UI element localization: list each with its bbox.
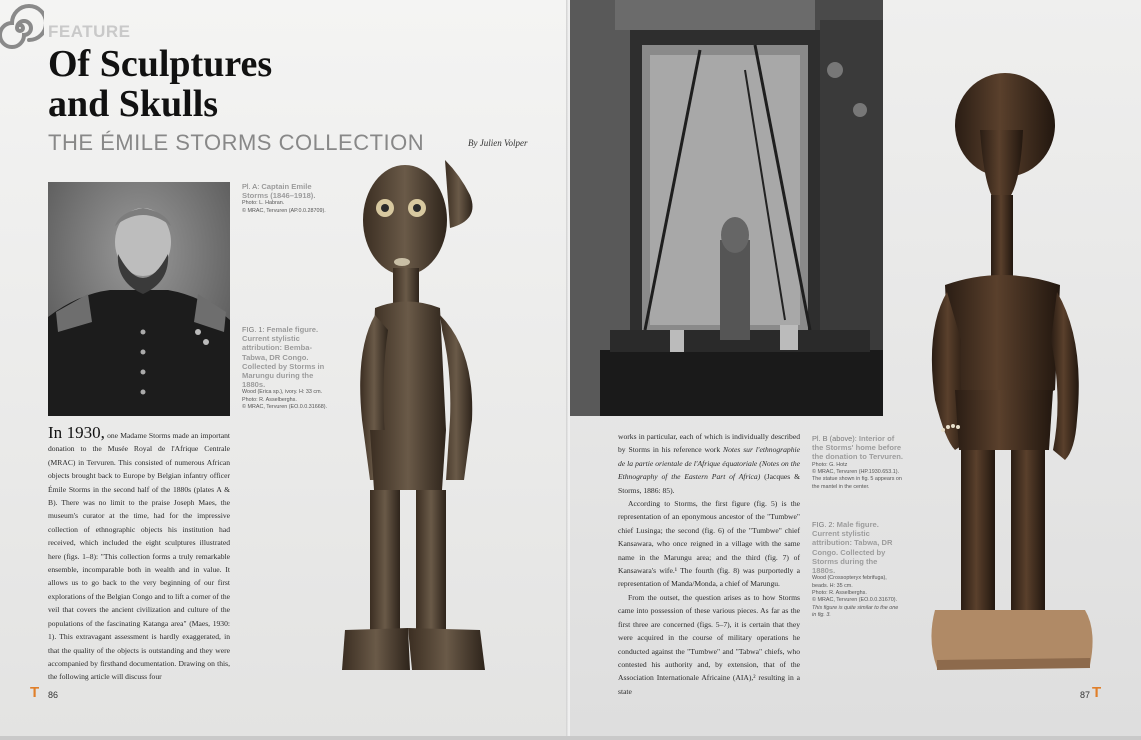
spiral-logo-icon — [0, 2, 44, 52]
body-paragraph: From the outset, the question arises as to how Storms came into possession of these various pieces. As far as the first three are concerned (figs. 5–7), it is certain that they were acquired in the course of military operations he conducted against the "Tumbwe" and "Tabwa" chiefs, who contested his authority and, by extension, that of the Association Internationale Africaine (AIA),² resulting in a state — [618, 592, 800, 696]
tribal-t-mark-icon: T — [30, 684, 40, 701]
caption-credit: Photo: G. Hotz — [812, 461, 848, 468]
article-body-left — [48, 423, 230, 684]
caption-copyright: © MRAC, Tervuren (AP.0.0.28709). — [242, 207, 326, 214]
body-text: (Jacques & Storms, 1886: 85). — [618, 472, 800, 495]
title-line-2: and Skulls — [48, 83, 219, 125]
caption-credit: Photo: R. Asselberghs. — [242, 396, 297, 403]
caption-title: Captain Emile Storms (1846–1918). — [242, 182, 316, 201]
male-figure-sculpture — [925, 70, 1100, 675]
article-subtitle: THE ÉMILE STORMS COLLECTION — [48, 130, 425, 155]
caption-note: The statue shown in fig. 5 appears on the mantel in the center. — [812, 476, 902, 490]
title-line-1: Of Sculptures — [48, 43, 273, 85]
right-page — [570, 0, 1141, 736]
fig1-caption — [242, 325, 330, 412]
body-paragraph: one Madame Storms made an important donation to the Musée Royal de l'Afrique Centrale (MRAC) in Tervuren. This consisted of numerous African objects brought back to Europe by Belgian infantry officer Émile Storms in the second half of the 1880s (plates A & B). There was no limit to the praise Joseph Maes, the museum's curator at the time, had for the impressive collection of ethnographic objects his institution had received, which included the eight sculptures illustrated here (figs. 1–8): "This collection forms a truly remarkable ensemble, incomparable both in wealth and in value. It allows us to go back to the very beginning of our first explorations of the Belgian Congo and to lift a corner of the veil that covers the ancient civilization and culture of the populations of the fascinating Katanga area" (Maes, 1930: 1). This extravagant assessment is hardly exaggerated, in that the quality of the objects is outstanding and they were accompanied by firsthand documentation. Drawing on this, the following article will discuss four — [48, 431, 230, 682]
caption-label: FIG. 2: — [812, 520, 835, 529]
caption-credit: Photo: L. Habran. — [242, 200, 285, 207]
caption-note: This figure is quite similar to the one in fig. 3. — [812, 604, 899, 619]
caption-copyright: © MRAC, Tervuren (HP.1930.653.1). — [812, 469, 900, 476]
book-title: Notes sur l'ethnographie de la partie orientale de l'Afrique équatoriale (Notes on the Ethnography of the Eastern Part of Africa) — [618, 445, 801, 482]
caption-copyright: © MRAC, Tervuren (EO.0.0.31670). — [812, 597, 898, 604]
byline: By Julien Volper — [468, 138, 528, 148]
section-label: FEATURE — [48, 22, 131, 41]
caption-label: Pl. B (above): — [812, 434, 857, 443]
caption-label: FIG. 1: — [242, 325, 265, 334]
portrait-photo — [48, 182, 230, 416]
plate-a-caption — [242, 182, 334, 215]
article-body-right — [618, 430, 800, 698]
fig2-caption — [812, 520, 902, 620]
caption-material: Wood (Erica sp.), ivory. H: 33 cm. — [242, 389, 323, 396]
female-figure-sculpture — [330, 150, 505, 685]
caption-copyright: © MRAC, Tervuren (EO.0.0.31668). — [242, 404, 328, 411]
caption-material: Wood (Crossopteryx febrifuga), beads. H: 35 cm. — [812, 575, 887, 589]
caption-label: Pl. A: — [242, 182, 260, 191]
article-title — [48, 44, 348, 124]
caption-credit: Photo: R. Asselberghs. — [812, 590, 867, 597]
drop-cap: In 1930, — [48, 423, 105, 442]
plate-b-caption — [812, 434, 904, 491]
page-number-left: 86 — [48, 690, 59, 700]
page-number-right: 87 — [1080, 690, 1091, 700]
caption-title: Interior of the Storms' home before the donation to Tervuren. — [812, 434, 903, 462]
body-paragraph: According to Storms, the first figure (fig. 5) is the representation of an eponymous ancestor of the "Tumbwe" chief Lusinga; the second (fig. 6) of the "Tumbwe" chief Kansawara, who once reigned in a village with the same name in the Marungu area; and the third (fig. 7) of Kansawara's wife.¹ The fourth (fig. 8) was purportedly a representation of Manda/Monda, a chief of Marungu. — [618, 499, 800, 589]
interior-photo — [570, 0, 883, 416]
body-text: works in particular, each of which is individually described by Storms in his reference work — [618, 432, 800, 455]
tribal-t-mark-icon: T — [1092, 684, 1102, 701]
caption-title: Male figure. Current stylistic attribution: Tabwa, DR Congo. Collected by Storms during the 1880s. — [812, 520, 893, 576]
caption-title: Female figure. Current stylistic attribution: Bemba-Tabwa, DR Congo. Collected by Storms in Marungu during the 1880s. — [242, 325, 325, 390]
left-page — [0, 0, 569, 736]
